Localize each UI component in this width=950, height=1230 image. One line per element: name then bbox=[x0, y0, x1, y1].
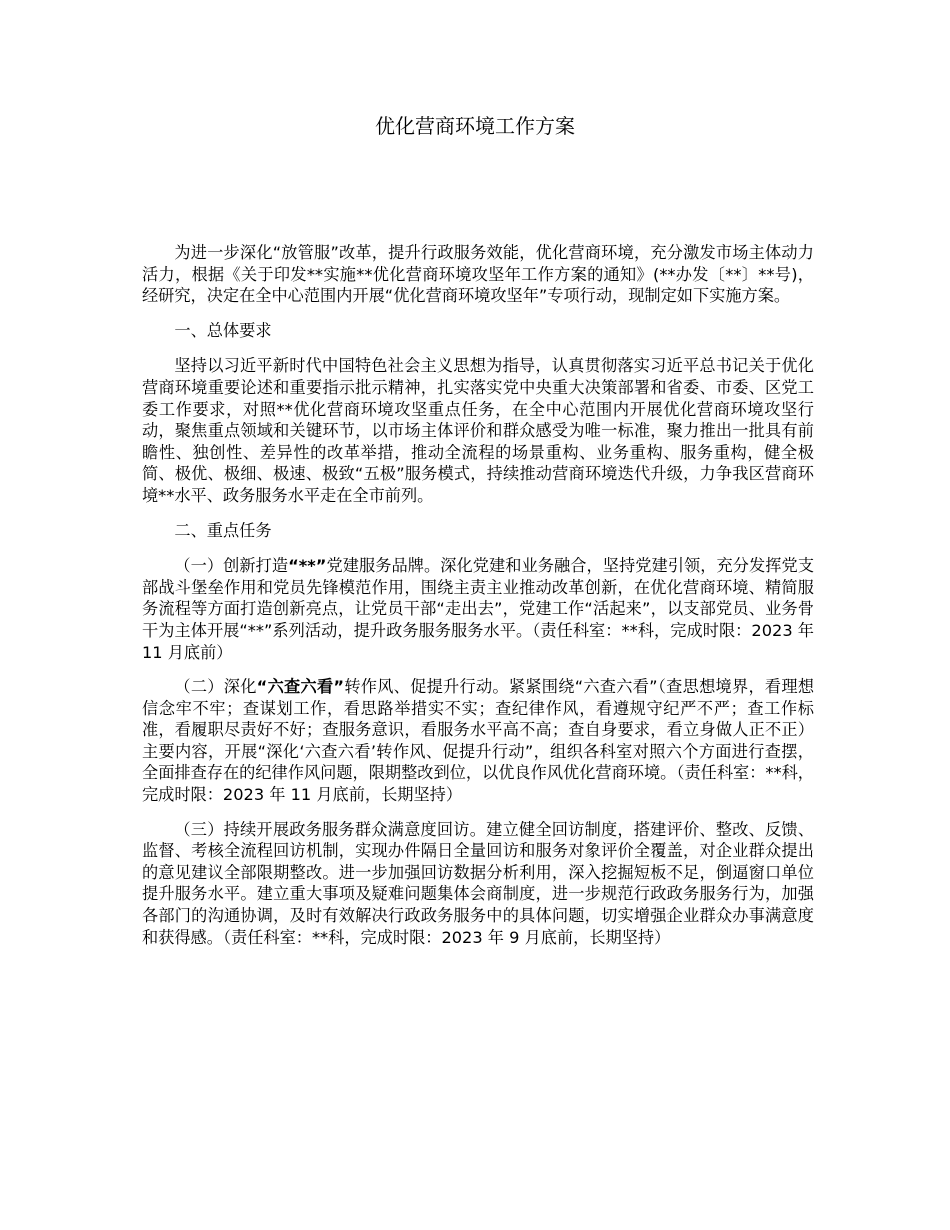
task-item-3-text: 建立健全回访制度，搭建评价、整改、反馈、监督、考核全流程回访机制，实现办件隔日全量回访和服务对象评价全覆盖，对企业群众提出的意见建议全部限期整改。进一步加强回访数据分析利用，深入挖掘短板不足，倒逼窗口单位提升服务水平。建立重大事项及疑难问题集体会商制度，进一步规范行政政务服务行为，加强各部门的沟通协调，及时有效解决行政政务服务中的具体问题，切实增强企业群众办事满意度和获得感。（责任科室：**科，完成时限：2023 年 9 月底前，长期坚持） bbox=[142, 819, 815, 947]
task-item-1-prefix: （一）创新打造 bbox=[174, 556, 289, 576]
section-heading-general-requirements: 一、总体要求 bbox=[174, 320, 272, 340]
section-heading-key-tasks: 二、重点任务 bbox=[174, 520, 272, 540]
task-item-2-prefix: （二）深化 bbox=[174, 677, 257, 697]
task-item-3-prefix: （三）持续开展政务服务群众满意度回访。 bbox=[174, 819, 487, 839]
task-item-2 bbox=[142, 676, 814, 806]
task-item-3 bbox=[142, 819, 814, 949]
task-item-1-bold: “**” bbox=[288, 556, 327, 576]
document-body bbox=[142, 242, 814, 961]
document-title: 优化营商环境工作方案 bbox=[375, 114, 575, 138]
task-item-1 bbox=[142, 555, 814, 663]
general-requirements-paragraph: 坚持以习近平新时代中国特色社会主义思想为指导，认真贯彻落实习近平总书记关于优化营商环境重要论述和重要指示批示精神，扎实落实党中央重大决策部署和省委、市委、区党工委工作要求，对照**优化营商环境攻坚重点任务，在全中心范围内开展优化营商环境攻坚行动，聚焦重点领域和关键环节，以市场主体评价和群众感受为唯一标准，聚力推出一批具有前瞻性、独创性、差异性的改革举措，推动全流程的场景重构、业务重构、服务重构，健全极简、极优、极细、极速、极致“五极”服务模式，持续推动营商环境迭代升级，力争我区营商环境**水平、政务服务水平走在全市前列。 bbox=[142, 356, 814, 505]
task-item-1-text: 党建服务品牌。深化党建和业务融合，坚持党建引领，充分发挥党支部战斗堡垒作用和党员先锋模范作用，围绕主责主业推动改革创新，在优化营商环境、精简服务流程等方面打造创新亮点，让党员干部“走出去”，党建工作“活起来”，以支部党员、业务骨干为主体开展“**”系列活动，提升政务服务服务水平。（责任科室：**科，完成时限：2023 年 11 月底前） bbox=[142, 556, 815, 662]
task-item-2-text: 转作风、促提升行动。紧紧围绕“六查六看”（查思想境界，看理想信念牢不牢；查谋划工作，看思路举措实不实；查纪律作风，看遵规守纪严不严；查工作标准，看履职尽责好不好；查服务意识，看服务水平高不高；查自身要求，看立身做人正不正）主要内容，开展“深化‘六查六看’转作风、促提升行动”，组织各科室对照六个方面进行查摆，全面排查存在的纪律作风问题，限期整改到位，以优良作风优化营商环境。（责任科室：**科，完成时限：2023 年 11 月底前，长期坚持） bbox=[142, 677, 815, 805]
task-item-2-bold: “六查六看” bbox=[256, 677, 345, 697]
intro-paragraph: 为进一步深化“放管服”改革，提升行政服务效能，优化营商环境，充分激发市场主体动力活力，根据《关于印发**实施**优化营商环境攻坚年工作方案的通知》(**办发〔**〕**号)，经研究，决定在全中心范围内开展“优化营商环境攻坚年”专项行动，现制定如下实施方案。 bbox=[142, 243, 814, 306]
